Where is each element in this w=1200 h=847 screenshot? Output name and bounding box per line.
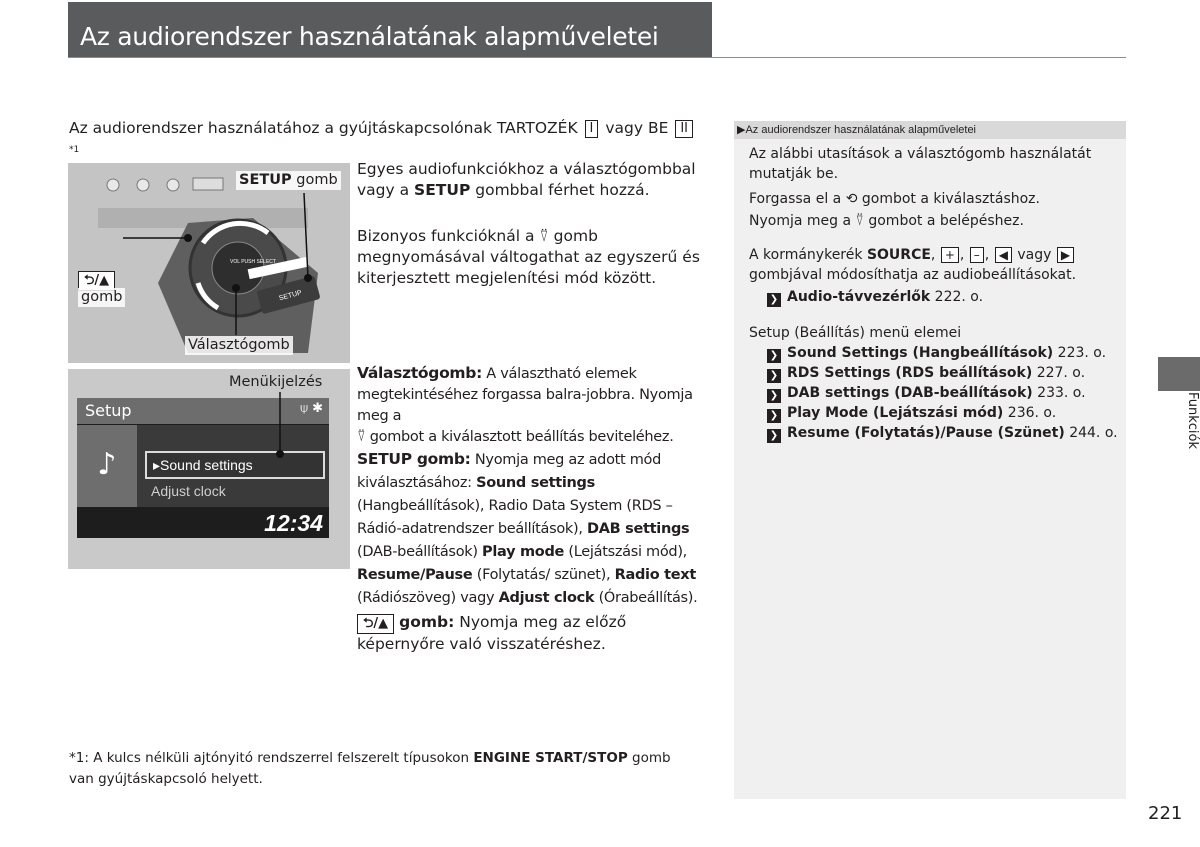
selector-description xyxy=(357,363,717,448)
setup-description xyxy=(357,448,717,610)
ref-page: 236. o. xyxy=(1007,405,1057,421)
back-bold: gomb: xyxy=(399,613,455,631)
mid-paragraph-1 xyxy=(357,159,715,201)
setup-label-bold: SETUP xyxy=(239,172,292,188)
opt-play-mode-rest: (Lejátszási mód), xyxy=(568,544,687,560)
console-photo xyxy=(68,163,350,363)
left-key-icon: ◀ xyxy=(995,247,1012,263)
ref-page: 233. o. xyxy=(1037,385,1086,401)
opt-play-mode: Play mode xyxy=(482,544,565,560)
ref-bold: DAB settings (DAB-beállítások) xyxy=(787,385,1033,401)
section-tab-label: Funkciók xyxy=(1185,392,1200,450)
sidebar-arrow-icon: ▶ xyxy=(737,124,746,136)
ref-arrow-icon: ❯ xyxy=(767,369,781,383)
opt-resume-pause-rest: (Folytatás/ szünet), xyxy=(476,567,611,583)
ref-audio-remote-page: 222. o. xyxy=(934,289,984,305)
screen-clock: 12:34 xyxy=(264,510,323,536)
ref-arrow-icon: ❯ xyxy=(767,293,781,307)
sidebar-l4-vagy: vagy xyxy=(1017,247,1052,263)
sidebar-line-1: Az alábbi utasítások a választógomb használatát mutatják be. xyxy=(749,146,1092,182)
footnote xyxy=(69,748,689,790)
menu-item-selected[interactable]: ▸Sound settings xyxy=(145,451,325,479)
ref-rds-settings[interactable] xyxy=(767,363,1085,383)
ref-play-mode[interactable] xyxy=(767,403,1056,423)
sidebar-l2-a: Forgassa el a xyxy=(749,191,842,207)
ref-arrow-icon: ❯ xyxy=(767,409,781,423)
ref-audio-remote-bold: Audio-távvezérlők xyxy=(787,289,931,305)
ref-dab-settings[interactable] xyxy=(767,383,1086,403)
minus-key-icon: – xyxy=(970,247,984,263)
footnote-bold: ENGINE START/STOP xyxy=(473,750,628,766)
back-text: Nyomja meg az előző képernyőre való visszatéréshez. xyxy=(357,613,627,653)
mid-p1-bold: SETUP xyxy=(414,181,471,199)
menu-selected-label: Sound settings xyxy=(160,457,253,473)
header-rule xyxy=(68,57,1126,58)
mid-p1-a: Egyes audiofunkciókhoz a választógombbal vagy a xyxy=(357,160,696,199)
music-settings-icon: ♪ xyxy=(77,425,137,507)
ref-bold: Resume (Folytatás)/Pause (Szünet) xyxy=(787,425,1065,441)
selector-bold: Választógomb: xyxy=(357,364,482,382)
intro-text-mid: vagy BE xyxy=(605,119,669,137)
footnote-mark-2: *1: xyxy=(69,750,89,766)
sidebar-l2-b: gombot a kiválasztáshoz. xyxy=(861,191,1040,207)
opt-dab-settings: DAB settings xyxy=(587,521,690,537)
sidebar-line-3 xyxy=(749,211,1024,231)
ref-page: 244. o. xyxy=(1069,425,1118,441)
knob-push-icon: ⍢ xyxy=(539,227,549,245)
opt-resume-pause: Resume/Pause xyxy=(357,567,473,583)
mid-p2-a: Bizonyos funkcióknál a xyxy=(357,227,535,245)
opt-radio-text-rest: (Rádiószöveg) vagy xyxy=(357,590,495,606)
footnote-text-b: gomb van gyújtáskapcsoló helyett. xyxy=(69,750,671,787)
back-key-icon: ⮌/▲ xyxy=(78,271,115,291)
back-key-icon-2: ⮌/▲ xyxy=(357,614,394,634)
ref-bold: RDS Settings (RDS beállítások) xyxy=(787,365,1033,381)
plus-key-icon: + xyxy=(941,247,959,263)
sidebar-line-4: A kormánykerék SOURCE, + , – , ◀ vagy ▶ gombjával módosíthatja az audiobeállításokat. xyxy=(749,247,1077,283)
usb-bluetooth-icon: ⍦ ✱ xyxy=(300,401,323,416)
footnote-text-a: A kulcs nélküli ajtónyitó rendszerrel felszerelt típusokon xyxy=(93,750,470,766)
audio-screen xyxy=(77,398,329,538)
opt-adjust-clock: Adjust clock xyxy=(498,590,595,606)
opt-sound-settings-rest: (Hangbeállítások), Radio Data System (RDS – Rádió-adatrendszer beállítások), xyxy=(357,498,673,537)
back-button-label: gomb xyxy=(78,288,125,307)
setup-text: Nyomja meg az adott mód kiválasztásához: xyxy=(357,452,662,491)
ref-arrow-icon: ❯ xyxy=(767,389,781,403)
setup-label-rest: gomb xyxy=(296,172,338,188)
knob-push-icon-3: ⍢ xyxy=(855,213,864,229)
sidebar-l4-b: gombjával módosíthatja az audiobeállításokat. xyxy=(749,267,1077,283)
menu-indicator-line xyxy=(270,392,290,462)
sidebar-header xyxy=(734,121,1126,139)
knob-rotate-icon: ⟲ xyxy=(845,191,858,207)
intro-text-before: Az audiorendszer használatához a gyújtáskapcsolónak TARTOZÉK xyxy=(69,119,578,137)
ref-page: 227. o. xyxy=(1036,365,1086,381)
ref-resume-pause[interactable] xyxy=(767,423,1118,443)
page-number: 221 xyxy=(1148,803,1183,824)
menu-item-adjust-clock[interactable]: Adjust clock xyxy=(151,483,226,499)
mid-p2-b: gomb megnyomásával váltogathat az egyszerű és kiterjesztett megjelenítési mód között. xyxy=(357,227,700,287)
mid-paragraph-3 xyxy=(357,363,717,655)
opt-sound-settings: Sound settings xyxy=(476,475,595,491)
knob-text: VOL PUSH SELECT xyxy=(230,259,276,265)
ignition-acc-key: I xyxy=(585,120,599,138)
ref-arrow-icon: ❯ xyxy=(767,429,781,443)
setup-bold: SETUP gomb: xyxy=(357,450,471,468)
opt-dab-settings-rest: (DAB-beállítások) xyxy=(357,544,478,560)
ref-bold: Sound Settings (Hangbeállítások) xyxy=(787,345,1054,361)
console-illustration xyxy=(68,163,350,363)
ref-arrow-icon: ❯ xyxy=(767,349,781,363)
ignition-on-key: II xyxy=(675,120,693,138)
opt-radio-text: Radio text xyxy=(614,567,696,583)
mid-paragraph-2 xyxy=(357,226,707,289)
menu-indicator-label: Menükijelzés xyxy=(229,374,323,390)
right-key-icon: ▶ xyxy=(1057,247,1074,263)
screen-title: Setup xyxy=(85,401,132,420)
back-description xyxy=(357,612,717,655)
opt-adjust-clock-rest: (Órabeállítás). xyxy=(598,590,698,606)
ref-page: 223. o. xyxy=(1057,345,1107,361)
selector-text-2: gombot a kiválasztott beállítás beviteléhez. xyxy=(369,429,674,445)
mid-p1-b: gombbal férhet hozzá. xyxy=(475,181,650,199)
sidebar-l4-a: A kormánykerék xyxy=(749,247,863,263)
sidebar-head-text: Az audiorendszer használatának alapműveletei xyxy=(745,124,977,136)
footnote-mark: *1 xyxy=(69,145,80,155)
page-title: Az audiorendszer használatának alapműveletei xyxy=(80,22,659,51)
setup-menu-heading: Setup (Beállítás) menü elemei xyxy=(749,325,962,341)
ref-sound-settings[interactable] xyxy=(767,343,1106,363)
ref-audio-remote[interactable] xyxy=(767,287,983,307)
selector-text: A választható elemek megtekintéséhez forgassa balra-jobbra. Nyomja meg a xyxy=(357,366,693,424)
sidebar-l3-b: gombot a belépéshez. xyxy=(868,213,1024,229)
section-tab-marker xyxy=(1158,357,1200,391)
source-bold: SOURCE xyxy=(866,247,931,263)
knob-push-icon-2: ⍢ xyxy=(357,429,366,445)
setup-button-text: SETUP xyxy=(278,289,303,303)
setup-button-callout xyxy=(236,171,341,190)
ref-bold: Play Mode (Lejátszási mód) xyxy=(787,405,1004,421)
sidebar-l3-a: Nyomja meg a xyxy=(749,213,852,229)
selector-knob-label: Választógomb xyxy=(185,336,293,355)
sidebar-line-2 xyxy=(749,189,1040,209)
screen-menu-panel xyxy=(77,425,329,507)
